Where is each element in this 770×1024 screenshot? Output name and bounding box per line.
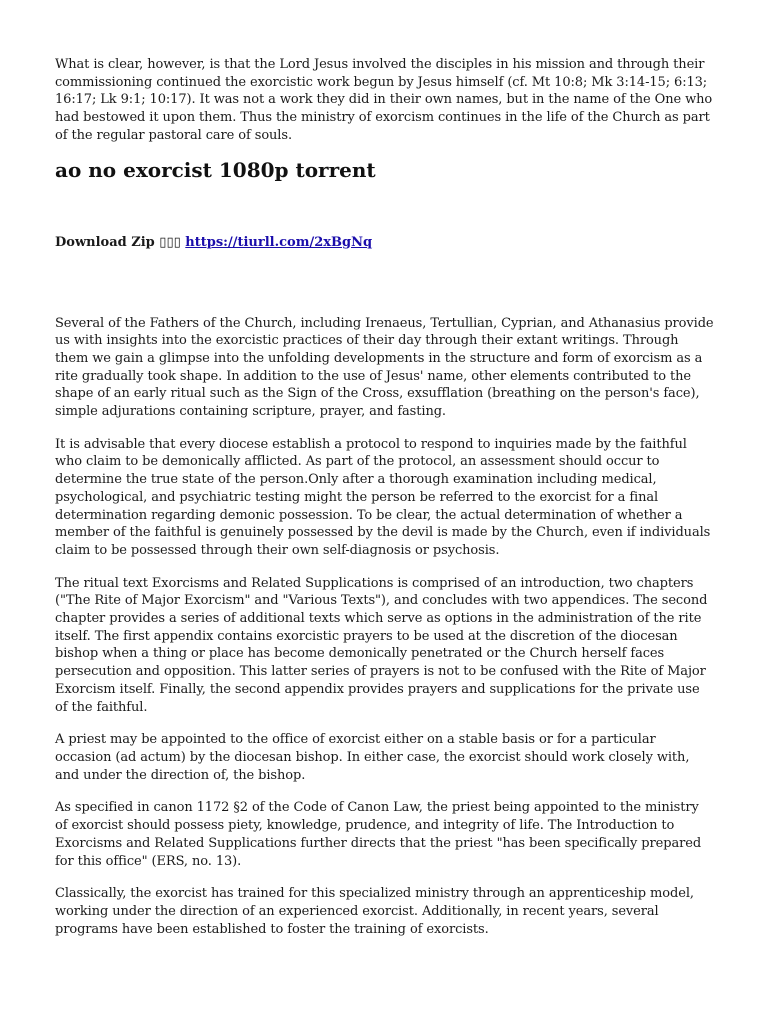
body-paragraph-4: A priest may be appointed to the office of exorcist either on a stable basis or for a particular occasion (ad actum) by the diocesan bishop. In either case, the exorcist should work closely with, and under the direction of, the bishop. — [55, 732, 690, 783]
body-paragraph-2: It is advisable that every diocese establish a protocol to respond to inquiries made by the faithful who claim to be demonically afflicted. As part of the protocol, an assessment should occur to determine the true state of the person.Only after a thorough examination including medical, psychological, and psychiatric testing might the person be referred to the exorcist for a final determination regarding demonic possession. To be clear, the actual determination of whether a member of the faithful is genuinely possessed by the devil is made by the Church, even if individuals claim to be possessed through their own self-diagnosis or psychosis. — [55, 436, 711, 558]
document-page — [55, 56, 715, 938]
page-title: ao no exorcist 1080p torrent — [55, 157, 376, 182]
body-paragraph-1: Several of the Fathers of the Church, including Irenaeus, Tertullian, Cyprian, and Athanasius provide us with insights into the exorcistic practices of their day through their extant writings. Through them we gain a glimpse into the unfolding developments in the structure and form of exorcism as a rite gradually took shape. In addition to the use of Jesus' name, other elements contributed to the shape of an early ritual such as the Sign of the Cross, exsufflation (breathing on the person's face), simple adjurations containing scripture, prayer, and fasting. — [55, 315, 714, 420]
body-paragraph-5: As specified in canon 1172 §2 of the Code of Canon Law, the priest being appointed to the ministry of exorcist should possess piety, knowledge, prudence, and integrity of life. The Introduction to Exorcisms and Related Supplications further directs that the priest "has been specifically prepared for this office" (ERS, no. 13). — [55, 800, 702, 869]
body-paragraph-3: The ritual text Exorcisms and Related Supplications is comprised of an introduction, two chapters ("The Rite of Major Exorcism" and "Various Texts"), and concludes with two appendices. The second chapter provides a series of additional texts which serve as options in the administration of the rite itself. The first appendix contains exorcistic prayers to be used at the discretion of the diocesan bishop when a thing or place has become demonically penetrated or the Church herself faces persecution and opposition. This latter series of prayers is not to be confused with the Rite of Major Exorcism itself. Finally, the second appendix provides prayers and supplications for the private use of the faithful. — [55, 575, 708, 715]
download-label: Download Zip — [55, 234, 155, 250]
intro-paragraph: What is clear, however, is that the Lord Jesus involved the disciples in his mission and through their commissioning continued the exorcistic work begun by Jesus himself (cf. Mt 10:8; Mk 3:14-15; 6:13; 16:17; Lk 9:1; 10:17). It was not a work they did in their own names, but in the name of the One who had bestowed it upon them. Thus the ministry of exorcism continues in the life of the Church as part of the regular pastoral care of souls. — [55, 57, 713, 143]
arrow-icons: ▯▯▯ — [159, 234, 181, 250]
download-link[interactable]: https://tiurll.com/2xBgNq — [185, 234, 373, 250]
body-paragraph-6: Classically, the exorcist has trained for this specialized ministry through an apprenticeship model, working under the direction of an experienced exorcist. Additionally, in recent years, several programs have been established to foster the training of exorcists. — [55, 886, 694, 937]
spacer — [55, 251, 715, 315]
download-line — [55, 234, 715, 251]
